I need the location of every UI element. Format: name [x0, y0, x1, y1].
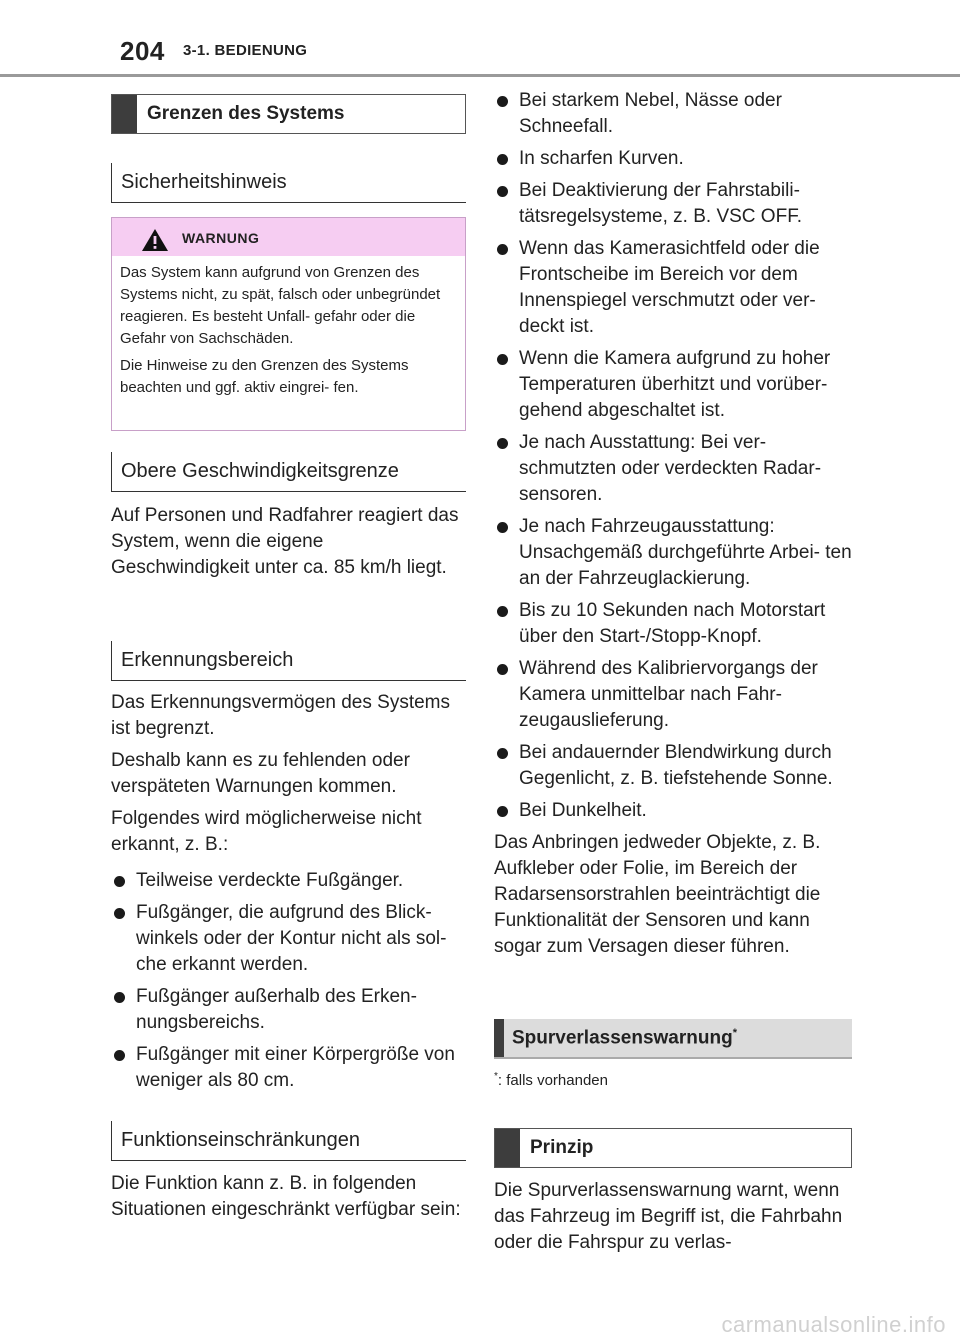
- watermark: [0, 1308, 960, 1341]
- subheading-erkennungsbereich: [111, 641, 466, 681]
- bullet-item: Bei andauernder Blendwirkung durch Gegenlicht, z. B. tiefstehende Sonne.: [494, 740, 852, 792]
- watermark-text: carmanualsonline.info: [721, 1312, 946, 1337]
- heading-grenzen-des-systems: [111, 94, 466, 134]
- warning-header: [112, 218, 465, 256]
- body-text: Deshalb kann es zu fehlenden oder verspäteten Warnungen kommen.: [111, 750, 410, 797]
- heading-text: Prinzip: [530, 1137, 594, 1158]
- page-number: 204: [120, 36, 165, 66]
- heading-text: [512, 1027, 737, 1049]
- paragraph-prinzip: [494, 1178, 846, 1262]
- heading-bar: [112, 95, 137, 133]
- bullet-item: Je nach Fahrzeugausstattung: Unsachgemäß durchgeführte Arbei- ten an der Fahrzeuglackierung.: [494, 514, 852, 592]
- bullet-item: Bis zu 10 Sekunden nach Motorstart über den Start-/Stopp-Knopf.: [494, 598, 852, 650]
- bullet-item: Fußgänger außerhalb des Erken- nungsbereichs.: [111, 984, 463, 1036]
- heading-text: Grenzen des Systems: [147, 103, 345, 124]
- body-text: Folgendes wird möglicherweise nicht erkannt, z. B.:: [111, 808, 422, 855]
- bullet-item: Je nach Ausstattung: Bei ver- schmutzten oder verdeckten Radar- sensoren.: [494, 430, 852, 508]
- bullet-item: Während des Kalibriervorgangs der Kamera unmittelbar nach Fahr- zeugauslieferung.: [494, 656, 852, 734]
- subheading-text: Obere Geschwindigkeitsgrenze: [121, 460, 399, 482]
- body-text: Das Erkennungsvermögen des Systems ist begrenzt.: [111, 692, 450, 739]
- bullet-list-einschraenkungen: [494, 88, 852, 966]
- subheading-text: Sicherheitshinweis: [121, 171, 287, 193]
- subheading-sicherheitshinweis: [111, 163, 466, 203]
- paragraph-funktion: [111, 1171, 461, 1229]
- heading-bar: [494, 1019, 504, 1057]
- heading-spurverlassenswarnung: [494, 1019, 852, 1059]
- section-title: 3-1. BEDIENUNG: [183, 42, 308, 59]
- bullet-item: Bei Dunkelheit.: [494, 798, 852, 824]
- bullet-item: Fußgänger mit einer Körpergröße von weniger als 80 cm.: [111, 1042, 463, 1094]
- footnote-marker: *: [494, 1071, 498, 1082]
- bullet-item: Bei starkem Nebel, Nässe oder Schneefall.: [494, 88, 852, 140]
- subheading-text: Erkennungsbereich: [121, 649, 294, 671]
- warning-paragraph: Das System kann aufgrund von Grenzen des Systems nicht, zu spät, falsch oder unbegründet reagieren. Es besteht Unfall- gefahr oder die Gefahr von Sachschäden.: [120, 264, 441, 347]
- footnote: [494, 1071, 608, 1089]
- page-header: [0, 0, 960, 78]
- paragraph-obere: [111, 503, 461, 587]
- body-text: Die Funktion kann z. B. in folgenden Situationen eingeschränkt verfügbar sein:: [111, 1173, 461, 1220]
- section-erkennung: [111, 690, 463, 1100]
- footnote-text: : falls vorhanden: [497, 1072, 608, 1089]
- bullet-item: Wenn das Kamerasichtfeld oder die Frontscheibe im Bereich vor dem Innenspiegel verschmutzt oder ver- deckt ist.: [494, 236, 852, 340]
- body-text: Das Anbringen jedweder Objekte, z. B. Aufkleber oder Folie, im Bereich der Radarsensorstrahlen beeinträchtigt die Funktionalität der Sensoren und kann sogar zum Versagen dieser führen.: [494, 832, 821, 957]
- warning-paragraph: Die Hinweise zu den Grenzen des Systems beachten und ggf. aktiv eingrei- fen.: [120, 357, 409, 396]
- bullet-item: Wenn die Kamera aufgrund zu hoher Temperaturen überhitzt und vorüber- gehend abgeschaltet ist.: [494, 346, 852, 424]
- warning-title: WARNUNG: [182, 230, 260, 246]
- warning-triangle-icon: [141, 228, 169, 252]
- body-text: Die Spurverlassenswarnung warnt, wenn das Fahrzeug im Begriff ist, die Fahrbahn oder die Fahrspur zu verlas-: [494, 1180, 843, 1253]
- heading-bar: [495, 1129, 520, 1167]
- bullet-item: Fußgänger, die aufgrund des Blick- winkels oder der Kontur nicht als sol- che erkannt werden.: [111, 900, 463, 978]
- subheading-obere-geschwindigkeitsgrenze: [111, 452, 466, 492]
- body-text: Auf Personen und Radfahrer reagiert das System, wenn die eigene Geschwindigkeit unter ca. 85 km/h liegt.: [111, 505, 459, 578]
- subheading-text: Funktionseinschränkungen: [121, 1129, 361, 1151]
- bullet-item: In scharfen Kurven.: [494, 146, 852, 172]
- bullet-item: Bei Deaktivierung der Fahrstabili- tätsregelsysteme, z. B. VSC OFF.: [494, 178, 852, 230]
- heading-prinzip: [494, 1128, 852, 1168]
- subheading-funktionseinschraenkungen: [111, 1121, 466, 1161]
- bullet-item: Teilweise verdeckte Fußgänger.: [111, 868, 463, 894]
- header-rule: [0, 74, 960, 77]
- heading-label: Spurverlassenswarnung: [512, 1027, 733, 1049]
- optional-marker: *: [732, 1027, 737, 1039]
- warning-body: [112, 256, 465, 430]
- warning-box: [111, 217, 466, 431]
